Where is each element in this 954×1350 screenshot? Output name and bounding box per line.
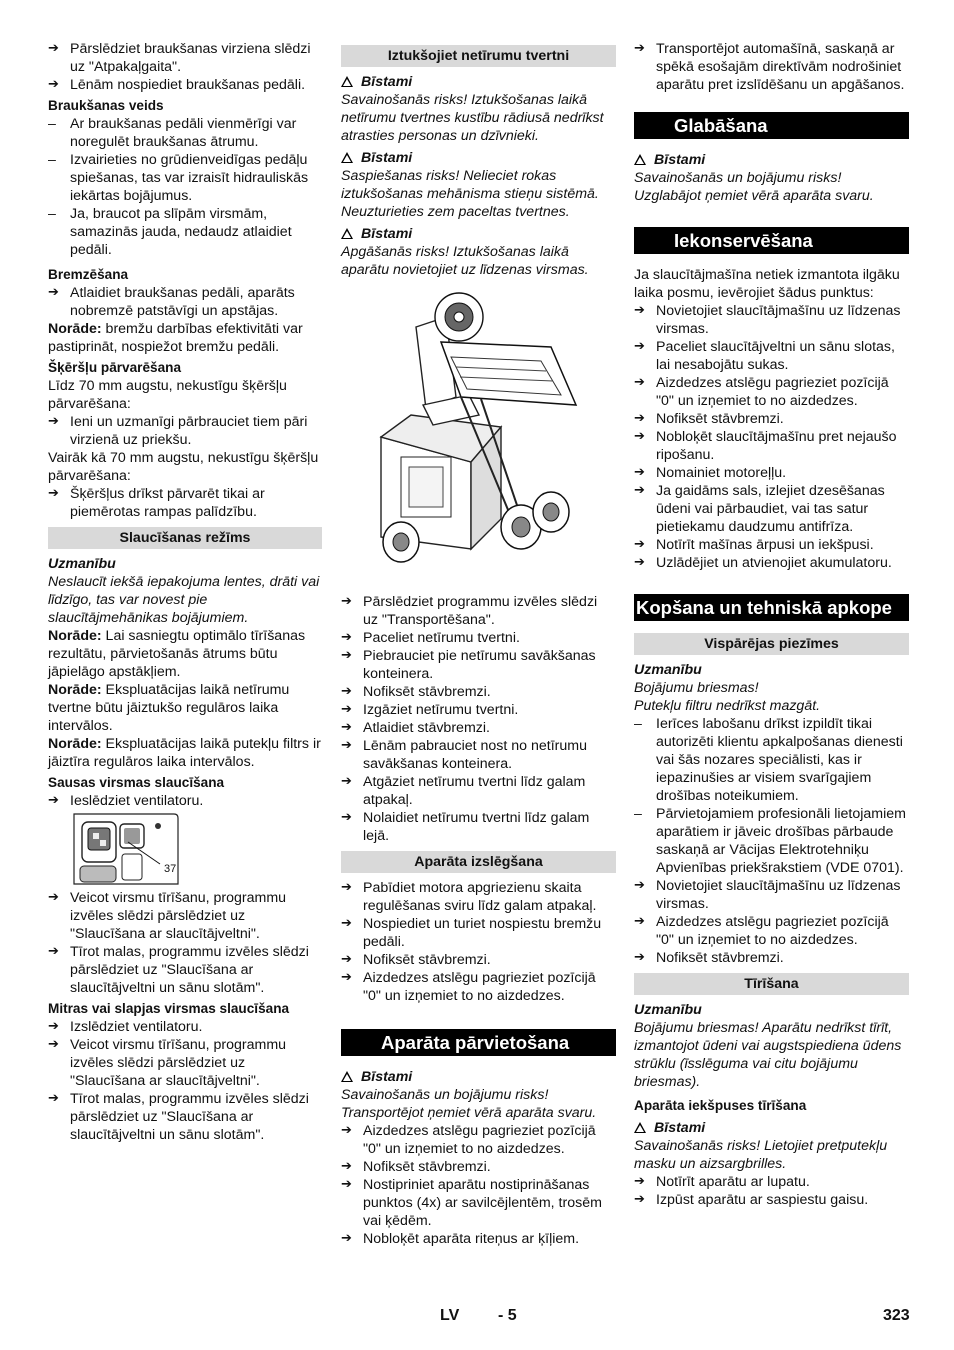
danger-text: Savainošanās un bojājumu risks! Transportējot ņemiet vērā aparāta svaru. <box>341 1087 597 1121</box>
danger-label: Bīstami <box>634 151 909 169</box>
step: ➔ Nofiksēt stāvbremzi. <box>634 949 909 967</box>
step: ➔ Uzlādējiet un atvienojiet akumulatoru. <box>634 554 909 572</box>
note: Norāde: bremžu darbības efektivitāti var pastiprināt, nospiežot bremžu pedāli. <box>48 321 303 355</box>
step: ➔ Šķēršļus drīkst pārvarēt tikai ar piemērotas rampas palīdzību. <box>48 485 322 521</box>
footer-language: LV <box>440 1307 460 1324</box>
danger-label: Bīstami <box>341 225 616 243</box>
note: Norāde: Lai sasniegtu optimālo tīrīšanas rezultātu, pārvietošanās ātrums būtu jāpielāgo apstākļiem. <box>48 628 306 680</box>
warning-icon <box>634 154 646 165</box>
step: ➔ Nospiediet un turiet nospiestu bremžu pedāli. <box>341 915 616 951</box>
list-item: – Izvairieties no grūdienveidīgas pedāļu spiešanas, tas var izraisīt hidrauliskās iekārtas bojājumus. <box>48 151 322 205</box>
section-header-preservation: Iekonservēšana <box>634 227 909 254</box>
note: Norāde: Ekspluatācijas laikā putekļu filtrs ir jāiztīra regulāros laika intervālos. <box>48 736 321 770</box>
subheading-wet-sweeping: Mitras vai slapjas virsmas slaucīšana <box>48 1001 290 1016</box>
section-header-storage: Glabāšana <box>634 112 909 139</box>
subheading-obstacles: Šķēršļu pārvarēšana <box>48 360 182 375</box>
step: ➔ Notīrīt mašīnas ārpusi un iekšpusi. <box>634 536 909 554</box>
step: ➔ Tīrot malas, programmu izvēles slēdzi pārslēdziet uz "Slaucīšana ar slaucītājveltni un sānu slotām". <box>48 943 322 997</box>
step: ➔ Aizdedzes atslēgu pagrieziet pozīcijā "0" un izņemiet to no aizdedzes. <box>341 969 616 1005</box>
warning-icon <box>634 1122 646 1133</box>
step: ➔ Ja gaidāms sals, izlejiet dzesēšanas ūdeni vai pārbaudiet, vai tas satur pietiekamu daudzumu antifrīza. <box>634 482 909 536</box>
step: ➔ Nobloķēt slaucītājmašīnu pret nejaušo ripošanu. <box>634 428 909 464</box>
step: ➔ Izslēdziet ventilatoru. <box>48 1018 322 1036</box>
danger-text: Apgāšanās risks! Iztukšošanas laikā aparātu novietojiet uz līdzenas virsmas. <box>341 244 589 278</box>
step: ➔ Paceliet netīrumu tvertni. <box>341 629 616 647</box>
section-header-shutdown: Aparāta izslēgšana <box>341 851 616 873</box>
control-panel-figure <box>70 812 322 887</box>
step: ➔ Veicot virsmu tīrīšanu, programmu izvēles slēdzi pārslēdziet uz "Slaucīšana ar slaucītājveltni". <box>48 889 322 943</box>
list-item: – Pārvietojamiem profesionāli lietojamiem aparātiem ir jāveic drošības pārbaude saskaņā ar Vācijas Elektrotehniķu Apvienības priekšrakstiem (VDE 0701). <box>634 805 909 877</box>
danger-text: Savainošanās risks! Iztukšošanas laikā netīrumu tvertnes kustību rādiusā nedrīkst atrasties personas un dzīvnieki. <box>341 92 604 144</box>
paragraph: Līdz 70 mm augstu, nekustīgu šķēršļu pārvarēšana: <box>48 378 287 412</box>
warning-icon <box>341 1071 353 1082</box>
step: ➔ Ieni un uzmanīgi pārbrauciet tiem pāri virzienā uz priekšu. <box>48 413 322 449</box>
danger-label: Bīstami <box>341 149 616 167</box>
step: ➔ Paceliet slaucītājveltni un sānu slotas, lai nesabojātu sukas. <box>634 338 909 374</box>
step: ➔ Aizdedzes atslēgu pagrieziet pozīcijā "0" un izņemiet to no aizdedzes. <box>341 1122 616 1158</box>
note: Norāde: Ekspluatācijas laikā netīrumu tvertne būtu jāiztukšo regulāros laika intervālos. <box>48 682 290 734</box>
step: ➔ Lēnām nospiediet braukšanas pedāli. <box>48 76 322 94</box>
step: ➔ Pabīdiet motora apgriezienu skaita regulēšanas sviru līdz galam atpakaļ. <box>341 879 616 915</box>
paragraph: Ja slaucītājmašīna netiek izmantota ilgāku laika posmu, ievērojiet šādus punktus: <box>634 267 900 301</box>
list-item: – Ierīces labošanu drīkst izpildīt tikai autorizēti klientu apkalpošanas dienesti vai šās nozares speciālisti, kas ir iepazinušies ar visiem svarīgajiem drošības noteikumiem. <box>634 715 909 805</box>
column-2 <box>341 45 616 1248</box>
caution-text: Neslaucīt iekšā iepakojuma lentes, drāti vai līdzīgo, tas var novest pie slaucītājmehānikas bojājumiem. <box>48 574 320 626</box>
danger-text: Savainošanās risks! Lietojiet pretputekļu masku un aizsargbrilles. <box>634 1138 888 1172</box>
subheading-dry-sweeping: Sausas virsmas slaucīšana <box>48 775 225 790</box>
step: ➔ Atgāziet netīrumu tvertni līdz galam atpakaļ. <box>341 773 616 809</box>
caution-text: Bojājumu briesmas! Aparātu nedrīkst tīrīt, izmantojot ūdeni vai augstspiediena ūdens strūklu (īsslēguma vai citu bojājumu briesmas). <box>634 1020 902 1090</box>
step: ➔ Novietojiet slaucītājmašīnu uz līdzenas virsmas. <box>634 302 909 338</box>
subheading-inside-cleaning: Aparāta iekšpuses tīrīšana <box>634 1098 807 1113</box>
step: ➔ Novietojiet slaucītājmašīnu uz līdzenas virsmas. <box>634 877 909 913</box>
step: ➔ Aizdedzes atslēgu pagrieziet pozīcijā "0" un izņemiet to no aizdedzes. <box>634 374 909 410</box>
subheading-drive-mode: Braukšanas veids <box>48 98 164 113</box>
control-panel-illustration <box>70 812 210 887</box>
page-number: 323 <box>883 1307 910 1324</box>
step: ➔ Pārslēdziet braukšanas virziena slēdzi uz "Atpakaļgaita". <box>48 40 322 76</box>
warning-icon <box>341 76 353 87</box>
caution-label: Uzmanību <box>48 556 116 572</box>
caution-text: Putekļu filtru nedrīkst mazgāt. <box>634 698 821 714</box>
step: ➔ Tīrot malas, programmu izvēles slēdzi pārslēdziet uz "Slaucīšana ar slaucītājveltni un sānu slotām". <box>48 1090 322 1144</box>
sweeper-illustration <box>341 287 616 587</box>
danger-label: Bīstami <box>341 1068 616 1086</box>
step: ➔ Nomainiet motoreļļu. <box>634 464 909 482</box>
column-1 <box>48 40 322 1144</box>
step: ➔ Nofiksēt stāvbremzi. <box>341 683 616 701</box>
step: ➔ Aizdedzes atslēgu pagrieziet pozīcijā "0" un izņemiet to no aizdedzes. <box>634 913 909 949</box>
step: ➔ Transportējot automašīnā, saskaņā ar spēkā esošajām direktīvām nodrošiniet aparātu pret izslīdēšanu un apgāšanos. <box>634 40 909 94</box>
danger-label: Bīstami <box>341 73 616 91</box>
step: ➔ Izgāziet netīrumu tvertni. <box>341 701 616 719</box>
section-header-cleaning: Tīrīšana <box>634 973 909 995</box>
section-header-transport: Aparāta pārvietošana <box>341 1029 616 1056</box>
step: ➔ Atlaidiet braukšanas pedāli, aparāts nobremzē patstāvīgi un apstājas. <box>48 284 322 320</box>
step: ➔ Ieslēdziet ventilatoru. <box>48 792 322 810</box>
step: ➔ Lēnām pabrauciet nost no netīrumu savākšanas konteinera. <box>341 737 616 773</box>
step: ➔ Izpūst aparātu ar saspiestu gaisu. <box>634 1191 909 1209</box>
column-3 <box>634 40 909 1209</box>
warning-icon <box>341 152 353 163</box>
step: ➔ Nofiksēt stāvbremzi. <box>634 410 909 428</box>
danger-label: Bīstami <box>634 1119 909 1137</box>
section-header-general-notes: Vispārējas piezīmes <box>634 633 909 655</box>
step: ➔ Nofiksēt stāvbremzi. <box>341 951 616 969</box>
step: ➔ Atlaidiet stāvbremzi. <box>341 719 616 737</box>
step: ➔ Nostipriniet aparātu nostiprināšanas punktos (4x) ar savilcējlentēm, trosēm vai ķēdēm. <box>341 1176 616 1230</box>
step: ➔ Pārslēdziet programmu izvēles slēdzi uz "Transportēšana". <box>341 593 616 629</box>
warning-icon <box>341 228 353 239</box>
caution-label: Uzmanību <box>634 1002 702 1018</box>
list-item: – Ja, braucot pa slīpām virsmām, samazinās jauda, nedaudz atlaidiet pedāli. <box>48 205 322 259</box>
section-header-care-maintenance: Kopšana un tehniskā apkope <box>634 594 909 621</box>
step: ➔ Nofiksēt stāvbremzi. <box>341 1158 616 1176</box>
figure-number: 37 <box>164 863 177 875</box>
footer-section-number: - 5 <box>498 1307 517 1324</box>
caution-text: Bojājumu briesmas! <box>634 680 759 696</box>
step: ➔ Nobloķēt aparāta riteņus ar ķīļiem. <box>341 1230 616 1248</box>
section-header-sweeping: Slaucīšanas režīms <box>48 527 322 549</box>
paragraph: Vairāk kā 70 mm augstu, nekustīgu šķēršļu pārvarēšana: <box>48 450 319 484</box>
step: ➔ Piebrauciet pie netīrumu savākšanas konteinera. <box>341 647 616 683</box>
step: ➔ Nolaidiet netīrumu tvertni līdz galam lejā. <box>341 809 616 845</box>
danger-text: Saspiešanas risks! Nelieciet rokas iztukšošanas mehānisma stieņu sistēmā. Neuzturieties zem paceltas tvertnes. <box>341 168 599 220</box>
step: ➔ Veicot virsmu tīrīšanu, programmu izvēles slēdzi pārslēdziet uz "Slaucīšana ar slaucītājveltni". <box>48 1036 322 1090</box>
subheading-braking: Bremzēšana <box>48 267 129 282</box>
section-header-emptying: Iztukšojiet netīrumu tvertni <box>341 45 616 67</box>
step: ➔ Notīrīt aparātu ar lupatu. <box>634 1173 909 1191</box>
list-item: – Ar braukšanas pedāli vienmērīgi var noregulēt braukšanas ātrumu. <box>48 115 322 151</box>
caution-label: Uzmanību <box>634 662 702 678</box>
danger-text: Savainošanās un bojājumu risks! Uzglabājot ņemiet vērā aparāta svaru. <box>634 170 874 204</box>
